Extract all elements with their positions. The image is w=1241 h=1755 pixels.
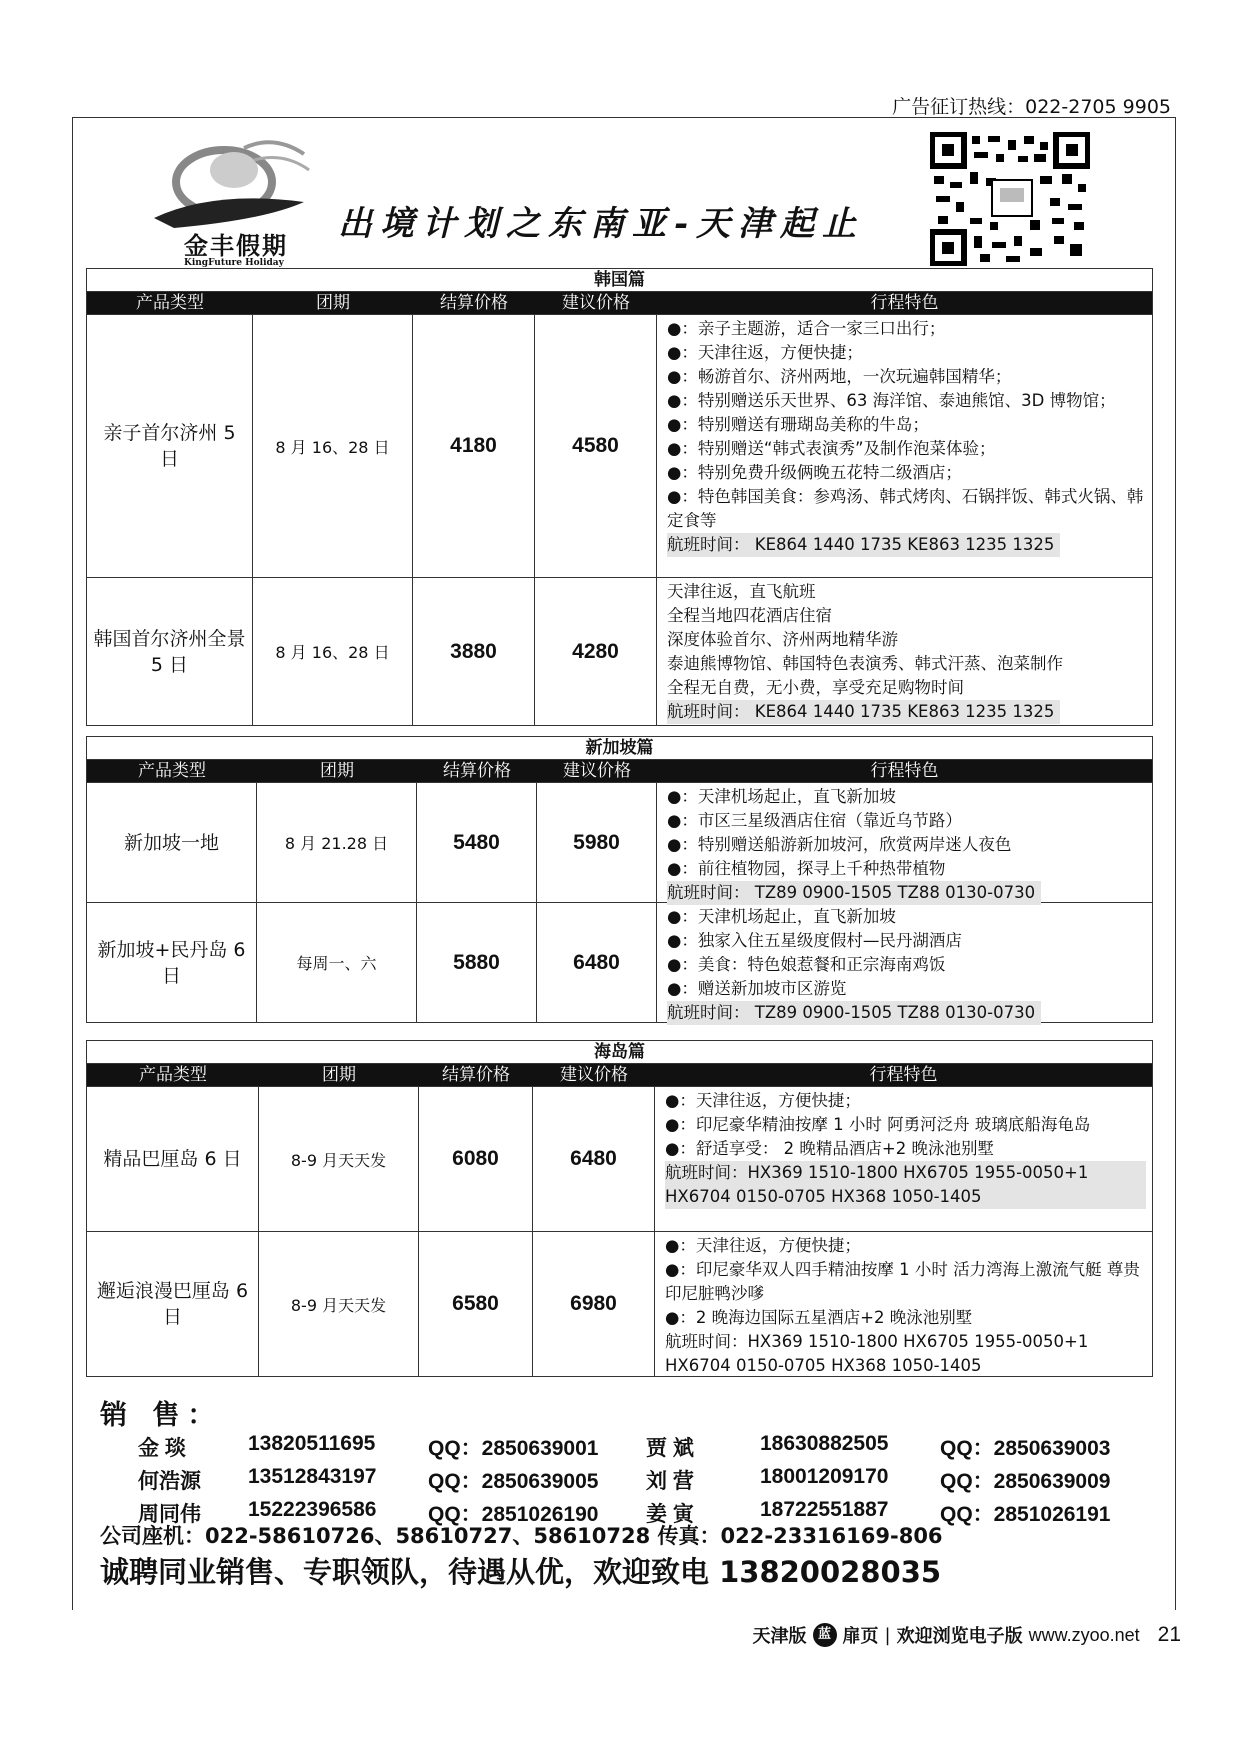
sales-title: 销 售： (100, 1400, 223, 1431)
settle-price: 3880 (413, 578, 535, 725)
features (657, 578, 1152, 725)
sales-contacts (100, 1393, 1160, 1531)
col-date: 团期 (316, 293, 350, 313)
settle-price: 5880 (417, 903, 537, 1022)
feature-line: ●：天津往返，方便快捷； (667, 343, 863, 362)
feature-line: ●：赠送新加坡市区游览 (667, 979, 847, 998)
section-title: 韩国篇 (87, 269, 1152, 292)
tour-date: 8-9 月天天发 (259, 1087, 419, 1231)
flight-time: 航班时间：HX369 1510-1800 HX6705 1955-0050+1 HX6704 0150-0705 HX368 1050-1405 (665, 1332, 1089, 1375)
col-suggest: 建议价格 (562, 293, 630, 313)
footer-separator: | (884, 1624, 891, 1646)
col-suggest: 建议价格 (560, 1065, 628, 1085)
suggest-price: 6980 (533, 1232, 655, 1376)
feature-line: ●：印尼豪华精油按摩 1 小时 阿勇河泛舟 玻璃底船海龟岛 (665, 1115, 1091, 1134)
sales-qq: QQ：2851026190 (428, 1503, 599, 1526)
tour-date: 每周一、六 (257, 903, 417, 1022)
product-name: 邂逅浪漫巴厘岛 6 日 (87, 1232, 259, 1376)
tour-date: 8-9 月天天发 (259, 1232, 419, 1376)
feature-line: ●：天津机场起止，直飞新加坡 (667, 787, 896, 806)
settle-price: 5480 (417, 783, 537, 902)
tour-date: 8 月 16、28 日 (253, 578, 413, 725)
flight-time: 航班时间： TZ89 0900-1505 TZ88 0130-0730 (667, 1001, 1041, 1025)
sales-qq: QQ：2851026191 (940, 1503, 1111, 1526)
section-title: 海岛篇 (87, 1041, 1152, 1064)
col-features: 行程特色 (870, 761, 939, 781)
suggest-price: 5980 (537, 783, 657, 902)
table-row (87, 577, 1152, 725)
col-date: 团期 (322, 1065, 356, 1085)
suggest-price: 6480 (533, 1087, 655, 1231)
feature-line: 泰迪熊博物馆、韩国特色表演秀、韩式汗蒸、泡菜制作 (667, 654, 1063, 673)
sales-phone: 18630882505 (760, 1432, 889, 1455)
section-singapore (86, 736, 1153, 1023)
col-settle: 结算价格 (443, 761, 511, 781)
settle-price: 4180 (413, 315, 535, 577)
suggest-price: 4280 (535, 578, 657, 725)
feature-line: ●：独家入住五星级度假村—民丹湖酒店 (667, 931, 962, 950)
section-korea (86, 268, 1153, 726)
feature-line: 天津往返，直飞航班 (667, 582, 816, 601)
sales-row (100, 1432, 1160, 1465)
sales-phone: 15222396586 (248, 1498, 377, 1521)
feature-line: ●：特色韩国美食：参鸡汤、韩式烤肉、石锅拌饭、韩式火锅、韩定食等 (667, 487, 1144, 530)
feature-line: ●：特别赠送乐天世界、63 海洋馆、泰迪熊馆、3D 博物馆； (667, 391, 1116, 410)
feature-line: ●：2 晚海边国际五星酒店+2 晚泳池别墅 (665, 1308, 973, 1327)
table-row (87, 902, 1152, 1022)
features (657, 315, 1152, 577)
col-suggest: 建议价格 (563, 761, 631, 781)
page-footer (753, 1622, 1182, 1648)
sales-name: 姜 寅 (646, 1503, 694, 1526)
settle-price: 6580 (419, 1232, 533, 1376)
sales-phone: 18001209170 (760, 1465, 889, 1488)
product-name: 韩国首尔济州全景 5 日 (87, 578, 253, 725)
features (657, 903, 1152, 1022)
section-title: 新加坡篇 (87, 737, 1152, 760)
col-settle: 结算价格 (440, 293, 508, 313)
features (657, 783, 1152, 902)
feature-line: ●：特别赠送“韩式表演秀”及制作泡菜体验； (667, 439, 996, 458)
feature-line: ●：特别赠送船游新加坡河，欣赏两岸迷人夜色 (667, 835, 1012, 854)
logo-brush-icon (154, 130, 314, 240)
sales-name: 贾 斌 (646, 1437, 694, 1460)
tour-date: 8 月 21.28 日 (257, 783, 417, 902)
feature-line: ●：舒适享受： 2 晚精品酒店+2 晚泳池别墅 (665, 1139, 994, 1158)
feature-line: ●：美食：特色娘惹餐和正宗海南鸡饭 (667, 955, 946, 974)
product-name: 新加坡+民丹岛 6 日 (87, 903, 257, 1022)
edition-badge-icon: 蓝 (813, 1623, 837, 1647)
feature-line: ●：畅游首尔、济州两地，一次玩遍韩国精华； (667, 367, 1012, 386)
col-date: 团期 (320, 761, 354, 781)
feature-line: ●：亲子主题游，适合一家三口出行； (667, 319, 946, 338)
flight-time: 航班时间： KE864 1440 1735 KE863 1235 1325 (667, 533, 1060, 557)
page-number: 21 (1157, 1623, 1181, 1646)
table-row (87, 782, 1152, 902)
product-name: 亲子首尔济州 5 日 (87, 315, 253, 577)
feature-line: 全程当地四花酒店住宿 (667, 606, 832, 625)
footer-browse: 欢迎浏览电子版 (896, 1626, 1023, 1647)
table-header (87, 292, 1152, 314)
logo-name-cn: 金丰假期 (184, 232, 288, 260)
settle-price: 6080 (419, 1087, 533, 1231)
features (655, 1087, 1152, 1231)
suggest-price: 4580 (535, 315, 657, 577)
office-phone: 公司座机：022-58610726、58610727、58610728 传真：022-23316169-806 (100, 1524, 943, 1548)
section-islands (86, 1040, 1153, 1377)
feature-line: ●：天津机场起止，直飞新加坡 (667, 907, 896, 926)
col-type: 产品类型 (136, 293, 204, 313)
sales-row (100, 1465, 1160, 1498)
qr-code-icon[interactable] (930, 132, 1090, 266)
features (655, 1232, 1152, 1376)
col-type: 产品类型 (138, 761, 206, 781)
sales-phone: 13512843197 (248, 1465, 377, 1488)
footer-url-link[interactable]: www.zyoo.net (1028, 1624, 1140, 1645)
flight-time: 航班时间： KE864 1440 1735 KE863 1235 1325 (667, 700, 1060, 724)
col-features: 行程特色 (869, 1065, 938, 1085)
feature-line: ●：天津往返，方便快捷； (665, 1091, 861, 1110)
footer-edition: 天津版 (752, 1626, 807, 1647)
page-headline: 出境计划之东南亚-天津起止 (338, 204, 865, 244)
recruit-notice: 诚聘同业销售、专职领队，待遇从优，欢迎致电 13820028035 (100, 1555, 942, 1589)
feature-line: ●：天津往返，方便快捷； (665, 1236, 861, 1255)
flight-time: 航班时间： TZ89 0900-1505 TZ88 0130-0730 (667, 881, 1041, 905)
sales-name: 何浩源 (138, 1470, 201, 1493)
table-header (87, 1064, 1152, 1086)
ad-hotline: 广告征订热线：022-2705 9905 (892, 96, 1171, 118)
table-header (87, 760, 1152, 782)
feature-line: ●：市区三星级酒店住宿（靠近乌节路） (667, 811, 962, 830)
col-features: 行程特色 (870, 293, 939, 313)
table-row (87, 314, 1152, 577)
sales-qq: QQ：2850639009 (940, 1470, 1111, 1493)
sales-qq: QQ：2850639003 (940, 1437, 1111, 1460)
table-row (87, 1086, 1152, 1231)
col-type: 产品类型 (139, 1065, 207, 1085)
col-settle: 结算价格 (442, 1065, 510, 1085)
feature-line: ●：前往植物园，探寻上千种热带植物 (667, 859, 946, 878)
sales-qq: QQ：2850639005 (428, 1470, 599, 1493)
feature-line: ●：印尼豪华双人四手精油按摩 1 小时 活力湾海上激流气艇 尊贵印尼脏鸭沙嗲 (665, 1260, 1140, 1303)
sales-name: 金 琰 (138, 1437, 186, 1460)
sales-name: 周同伟 (138, 1503, 201, 1526)
product-name: 精品巴厘岛 6 日 (87, 1087, 259, 1231)
flight-time: 航班时间：HX369 1510-1800 HX6705 1955-0050+1 HX6704 0150-0705 HX368 1050-1405 (665, 1161, 1146, 1209)
sales-phone: 13820511695 (248, 1432, 376, 1455)
feature-line: ●：特别赠送有珊瑚岛美称的牛岛； (667, 415, 929, 434)
feature-line: 深度体验首尔、济州两地精华游 (667, 630, 898, 649)
sales-qq: QQ：2850639001 (428, 1437, 599, 1460)
product-name: 新加坡一地 (87, 783, 257, 902)
table-row (87, 1231, 1152, 1376)
sales-phone: 18722551887 (760, 1498, 889, 1521)
footer-section: 扉页 (842, 1626, 879, 1647)
sales-name: 刘 营 (646, 1470, 694, 1493)
tour-date: 8 月 16、28 日 (253, 315, 413, 577)
feature-line: ●：特别免费升级俩晚五花特二级酒店； (667, 463, 962, 482)
logo (154, 130, 314, 270)
feature-line: 全程无自费，无小费，享受充足购物时间 (667, 678, 964, 697)
suggest-price: 6480 (537, 903, 657, 1022)
logo-name-en: KingFuture Holiday (184, 258, 284, 268)
